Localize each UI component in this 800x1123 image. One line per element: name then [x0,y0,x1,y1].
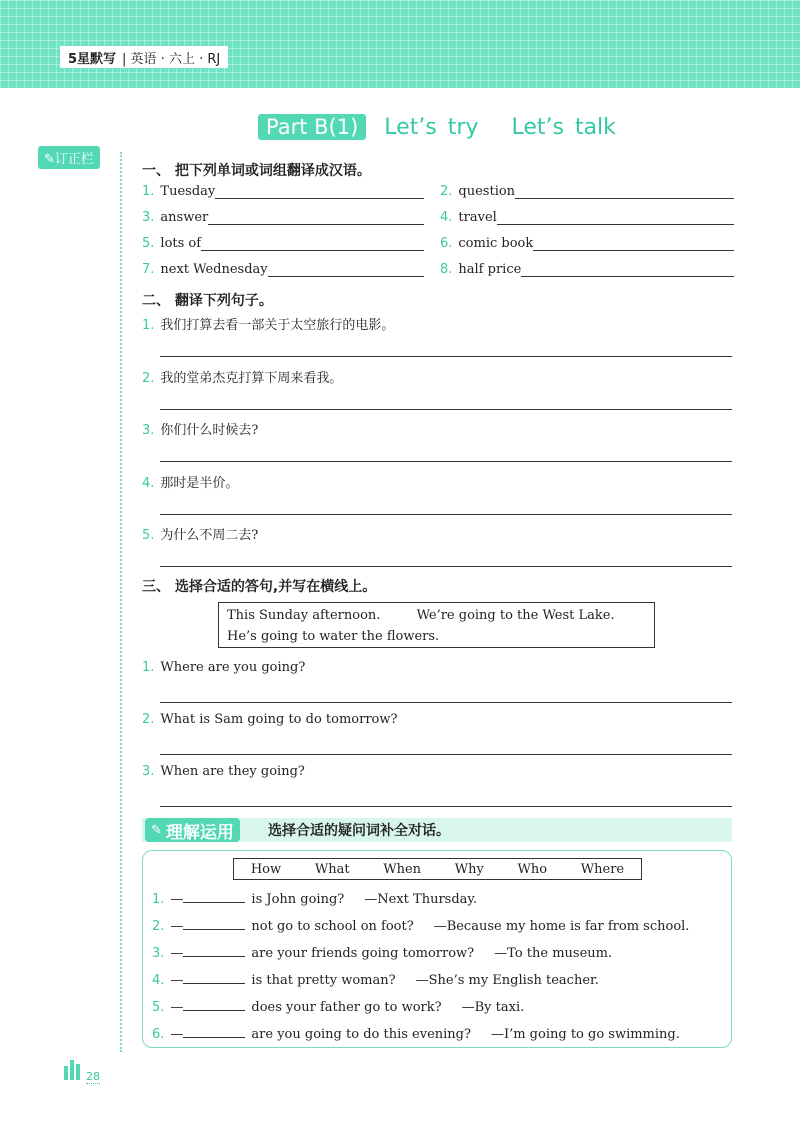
dash: — [170,973,184,988]
dash: — [170,919,184,934]
question-text: What is Sam going to do tomorrow? [160,712,398,727]
item-number: 1. [142,318,155,333]
item-number: 1. [142,184,155,199]
answer-blank[interactable] [208,210,424,225]
book-brand [60,46,228,68]
section-4-badge [145,818,240,842]
word-item [440,184,734,199]
item-number: 4. [440,210,453,225]
page-title [258,114,638,140]
answer-blank[interactable] [183,971,245,984]
item-number: 1. [152,892,165,907]
option-2: We’re going to the West Lake. [416,608,615,623]
answer-line[interactable] [160,754,732,755]
word-item [440,236,734,251]
sentence-text: 我们打算去看一部关于太空旅行的电影。 [160,318,395,333]
answer-blank[interactable] [515,184,734,199]
question-text: is that pretty woman? [251,973,396,988]
item-number: 4. [142,475,155,491]
item-number: 7. [142,262,155,277]
question-word: When [383,861,422,877]
question-text: are you going to do this evening? [251,1027,471,1042]
question-text: not go to school on foot? [251,919,414,934]
word-item [142,184,424,199]
word-item [440,210,734,225]
word-text: comic book [458,236,534,251]
question-word: Why [454,861,484,877]
question-text: is John going? [251,892,345,907]
question-text: Where are you going? [160,660,306,675]
answer-text: —By taxi. [461,1000,525,1015]
answer-blank[interactable] [183,998,245,1011]
answer-line[interactable] [160,356,732,357]
sentence-item [142,367,342,386]
title-lets-try: Let’s try [384,114,479,140]
margin-divider [120,152,122,1052]
answer-text: —She’s my English teacher. [415,973,599,988]
correction-column-tag: ✎订正栏 [38,146,100,169]
word-item [142,236,424,251]
word-text: Tuesday [160,184,216,199]
answer-line[interactable] [160,409,732,410]
answer-blank[interactable] [497,210,734,225]
question-word: Where [580,861,625,877]
answer-blank[interactable] [268,262,424,277]
question-item [142,764,305,779]
item-number: 3. [142,423,155,438]
item-number: 5. [142,528,155,543]
answer-blank[interactable] [533,236,734,251]
section-3-heading: 三、 选择合适的答句,并写在横线上。 [142,579,377,595]
item-number: 2. [152,919,165,934]
page-number: 28 [86,1070,100,1083]
question-word: How [250,861,282,877]
word-text: half price [458,262,522,277]
item-number: 2. [440,184,453,199]
dialogue-item [152,998,524,1015]
word-text: next Wednesday [160,262,268,277]
sentence-text: 你们什么时候去? [160,423,259,438]
section-4-desc: 选择合适的疑问词补全对话。 [268,823,450,839]
dialogue-item [152,944,612,961]
item-number: 2. [142,370,155,386]
pencil-icon: ✎ [151,822,162,838]
part-badge: Part B(1) [258,114,366,140]
answer-options-box [218,602,655,648]
answer-blank[interactable] [201,236,424,251]
item-number: 5. [152,1000,165,1015]
answer-blank[interactable] [183,917,245,930]
question-text: When are they going? [160,764,305,779]
answer-blank[interactable] [183,1025,245,1038]
answer-blank[interactable] [521,262,734,277]
answer-text: —Because my home is far from school. [433,919,690,934]
question-word: Who [517,861,548,877]
item-number: 2. [142,712,155,727]
sentence-item [142,314,394,333]
answer-line[interactable] [160,514,732,515]
item-number: 3. [142,210,155,225]
word-text: question [458,184,516,199]
item-number: 5. [142,236,155,251]
footer-bars-icon [64,1060,82,1084]
question-text: does your father go to work? [251,1000,442,1015]
word-item [142,262,424,277]
option-3: He’s going to water the flowers. [227,629,440,644]
question-text: are your friends going tomorrow? [251,946,475,961]
dash: — [170,892,184,907]
page-footer [64,1060,100,1084]
dash: — [170,1000,184,1015]
dialogue-item [152,917,689,934]
page-header [0,0,800,88]
word-item [440,262,734,277]
item-number: 3. [142,764,155,779]
answer-text: —Next Thursday. [364,892,478,907]
word-text: travel [458,210,497,225]
answer-line[interactable] [160,806,732,807]
item-number: 1. [142,660,155,675]
sentence-item [142,472,238,491]
dialogue-item [152,1025,680,1042]
dash: — [170,946,184,961]
section-2-heading: 二、 翻译下列句子。 [142,293,273,309]
brand-name: 5星默写 [68,51,117,67]
dash: — [170,1027,184,1042]
sentence-text: 那时是半价。 [160,475,239,491]
sentence-item [142,524,258,543]
sentence-text: 我的堂弟杰克打算下周来看我。 [160,370,343,386]
answer-line[interactable] [160,566,732,567]
item-number: 8. [440,262,453,277]
section-1-heading: 一、 把下列单词或词组翻译成汉语。 [142,163,371,179]
answer-text: —To the museum. [494,946,613,961]
title-lets-talk: Let’s talk [511,114,616,140]
answer-blank[interactable] [183,890,245,903]
sentence-text: 为什么不周二去? [160,528,259,543]
answer-blank[interactable] [183,944,245,957]
brand-info: | 英语 · 六上 · RJ [122,51,221,67]
answer-line[interactable] [160,702,732,703]
sentence-item [142,419,258,438]
answer-blank[interactable] [215,184,424,199]
word-item [142,210,424,225]
word-text: lots of [160,236,202,251]
item-number: 6. [152,1027,165,1042]
question-item [142,660,305,675]
word-text: answer [160,210,209,225]
item-number: 6. [440,236,453,251]
question-word: What [314,861,350,877]
question-item [142,712,397,727]
answer-line[interactable] [160,461,732,462]
dialogue-item [152,971,599,988]
answer-text: —I’m going to go swimming. [490,1027,680,1042]
question-word-box [233,858,642,880]
item-number: 3. [152,946,165,961]
option-1: This Sunday afternoon. [227,608,381,623]
section-4-badge-label: 理解运用 [165,822,234,843]
item-number: 4. [152,973,165,988]
dialogue-item [152,890,477,907]
